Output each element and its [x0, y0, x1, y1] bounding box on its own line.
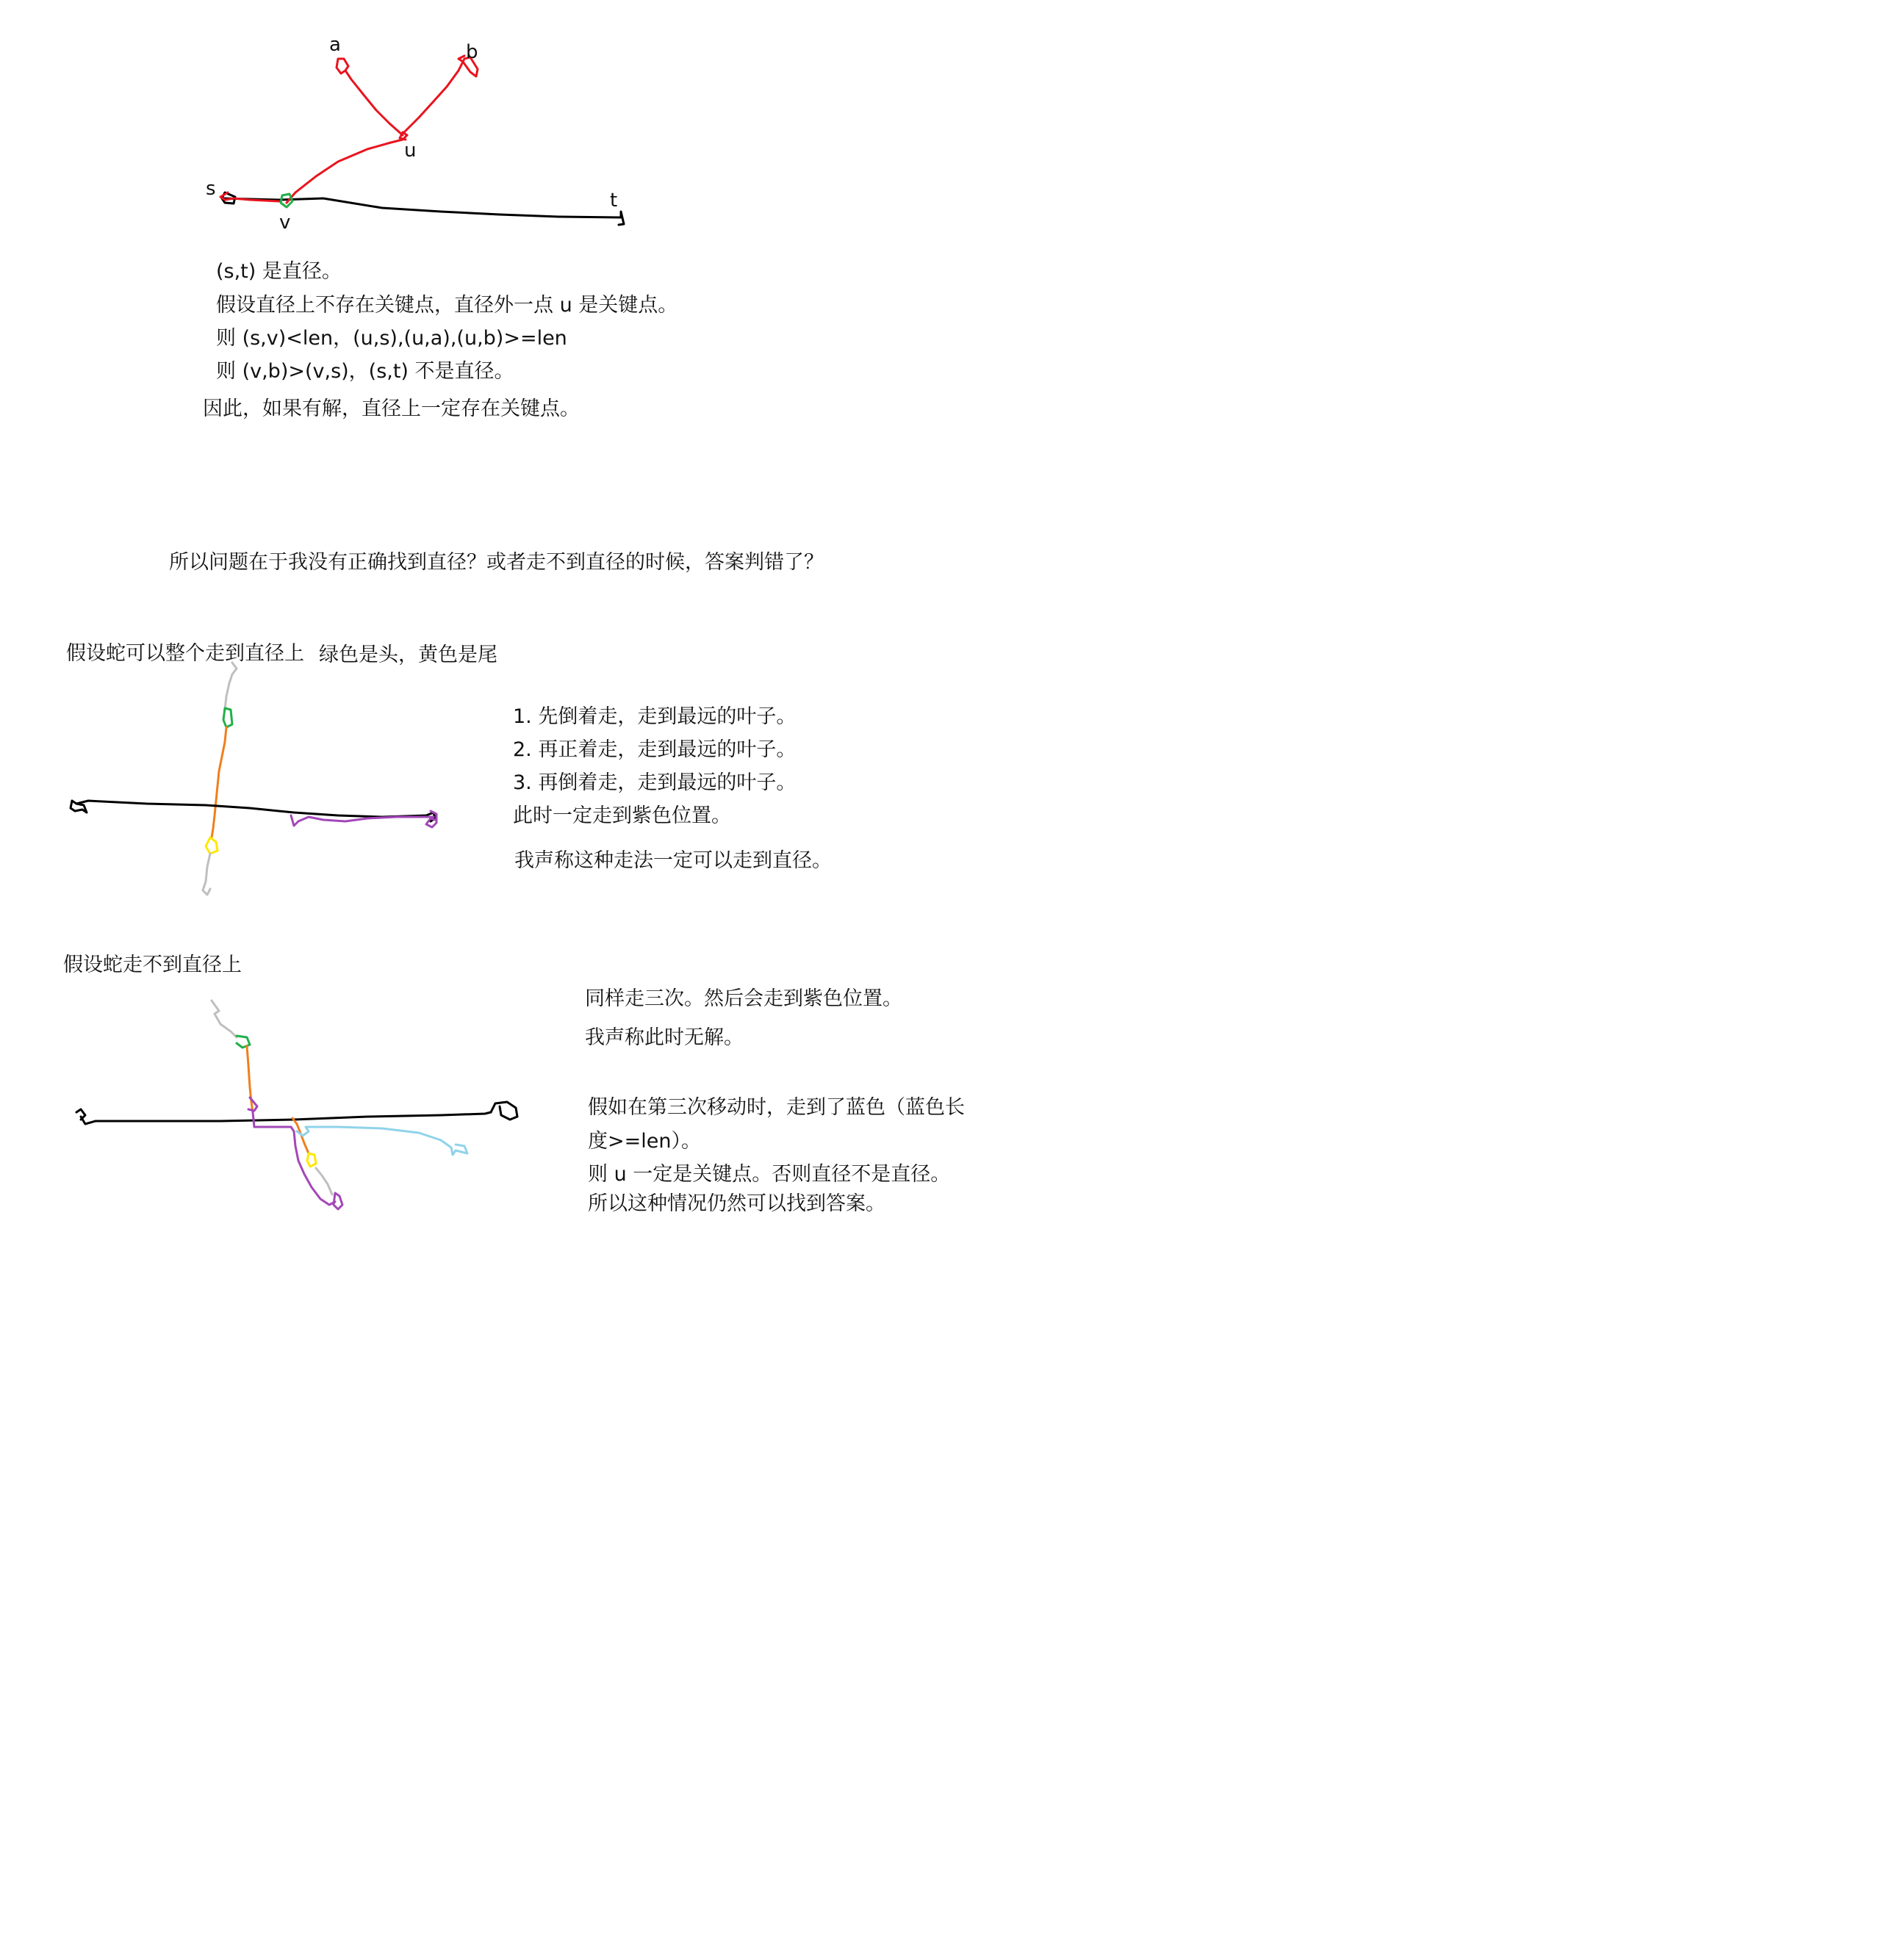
- diagram3-heading: 假设蛇走不到直径上: [63, 954, 242, 976]
- diagram2-step-4: 此时一定走到紫色位置。: [513, 804, 731, 827]
- yellow-tail: [206, 837, 218, 854]
- diameter-line-3: [81, 1112, 491, 1124]
- diagram1-line-2: 假设直径上不存在关键点，直径外一点 u 是关键点。: [216, 294, 678, 317]
- diagram1-sketch: [220, 56, 624, 225]
- diameter-right-end-3: [491, 1102, 517, 1120]
- diagram1-line-1: (s,t) 是直径。: [216, 260, 342, 283]
- gray-tail-top: [225, 663, 237, 710]
- orange-body: [212, 727, 226, 837]
- red-path-u-a: [337, 59, 403, 135]
- diagram2-claim: 我声称这种走法一定可以走到直径。: [514, 849, 832, 872]
- diagram1-conclusion: 因此，如果有解，直径上一定存在关键点。: [203, 397, 580, 420]
- diagram2-step-3: 3. 再倒着走，走到最远的叶子。: [513, 771, 797, 794]
- orange-body-3: [247, 1046, 253, 1112]
- diagram3-sketch: [76, 1001, 517, 1209]
- node-label-u: u: [404, 140, 417, 162]
- diagram2-sketch: [71, 663, 436, 895]
- gray-tail-bottom: [203, 854, 210, 895]
- yellow-tail-3: [307, 1153, 316, 1167]
- diagram3-line-2: 我声称此时无解。: [585, 1026, 744, 1049]
- diagram3-para-3: 则 u 一定是关键点。否则直径不是直径。: [588, 1163, 951, 1186]
- node-label-t: t: [610, 190, 618, 212]
- red-path-u-b: [404, 56, 478, 132]
- diagram2-step-2: 2. 再正着走，走到最远的叶子。: [513, 738, 797, 761]
- diagram3-para-2: 度>=len）。: [588, 1130, 701, 1153]
- red-path-v-u: [287, 132, 407, 203]
- node-label-s: s: [206, 178, 216, 200]
- lightblue-branch-3: [297, 1127, 467, 1155]
- node-label-v: v: [279, 212, 291, 234]
- green-head: [223, 708, 232, 727]
- diagram2-heading: 假设蛇可以整个走到直径上: [66, 642, 304, 665]
- node-label-a: a: [329, 34, 341, 56]
- diagram3-para-4: 所以这种情况仍然可以找到答案。: [588, 1192, 885, 1215]
- diagram2-step-1: 1. 先倒着走，走到最远的叶子。: [513, 705, 797, 728]
- purple-end-3: [334, 1193, 342, 1209]
- node-label-b: b: [466, 41, 478, 63]
- gray-tail-top-3: [212, 1001, 237, 1037]
- diagram3-para-1: 假如在第三次移动时，走到了蓝色（蓝色长: [588, 1096, 965, 1119]
- diagram1-line-3: 则 (s,v)<len，(u,s),(u,a),(u,b)>=len: [216, 327, 567, 350]
- gray-tail-bottom-3: [316, 1168, 332, 1195]
- diameter-left-end-3: [76, 1109, 85, 1120]
- diagram1-line-4: 则 (v,b)>(v,s)，(s,t) 不是直径。: [216, 360, 514, 383]
- question-text: 所以问题在于我没有正确找到直径？或者走不到直径的时候，答案判错了？: [169, 551, 824, 574]
- diagram3-line-1: 同样走三次。然后会走到紫色位置。: [585, 987, 902, 1010]
- diagram2-legend: 绿色是头，黄色是尾: [319, 644, 497, 666]
